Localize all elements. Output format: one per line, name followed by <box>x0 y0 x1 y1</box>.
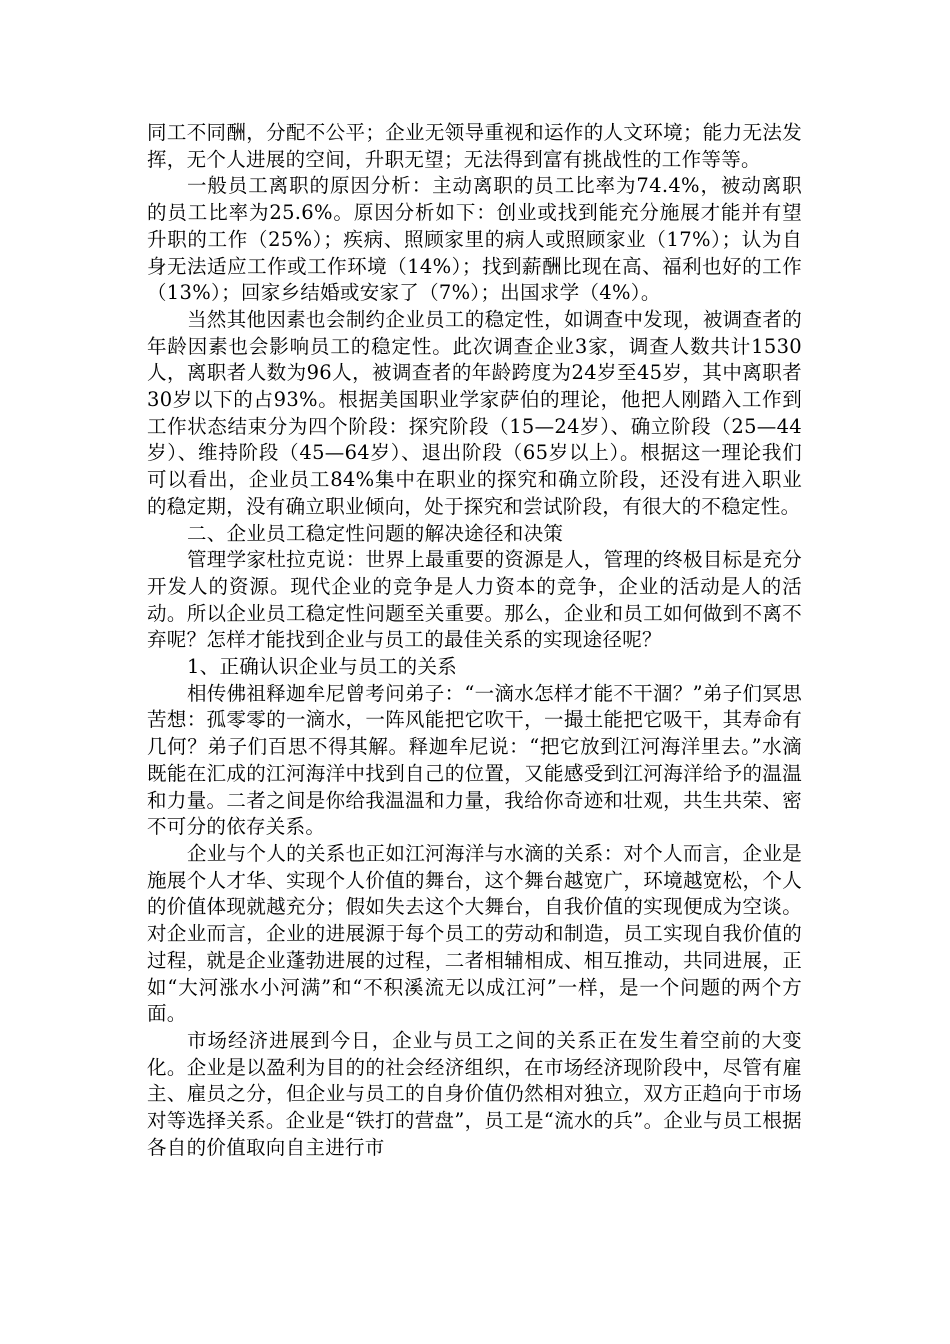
section-heading: 二、企业员工稳定性问题的解决途径和决策 <box>186 521 564 545</box>
paragraph-market-economy: 市场经济进展到今日，企业与员工之间的关系正在发生着空前的大变化。企业是以盈利为目的的社会经济组织，在市场经济现阶段中，尽管有雇主、雇员之分，但企业与员工的自身价值仍然相对独立，双方正趋向于市场对等选择关系。企业是“铁打的营盘”，员工是“流水的兵”。企业与员工根据各自的价值取向自主进行市 <box>147 1028 802 1159</box>
subsection-heading: 1、正确认识企业与员工的关系 <box>186 655 458 679</box>
paragraph-continuation: 同工不同酬，分配不公平；企业无领导重视和运作的人文环境；能力无法发挥，无个人进展的空间，升职无望；无法得到富有挑战性的工作等等。 <box>147 121 802 171</box>
paragraph-drucker: 管理学家杜拉克说：世界上最重要的资源是人，管理的终极目标是充分开发人的资源。现代企业的竞争是人力资本的竞争，企业的活动是人的活动。所以企业员工稳定性问题至关重要。那么，企业和员工如何做到不离不弃呢？怎样才能找到企业与员工的最佳关系的实现途径呢？ <box>147 548 802 652</box>
paragraph-turnover-reasons: 一般员工离职的原因分析：主动离职的员工比率为74.4%，被动离职的员工比率为25.6%。原因分析如下：创业或找到能充分施展才能并有望升职的工作（25%）；疾病、照顾家里的病人或照顾家业（17%）；认为自身无法适应工作或工作环境（14%）；找到薪酬比现在高、福利也好的工作（13%）；回家乡结婚或安家了（7%）；出国求学（4%）。 <box>147 174 802 305</box>
paragraph-buddha-story: 相传佛祖释迦牟尼曾考问弟子：“一滴水怎样才能不干涸？”弟子们冥思苦想：孤零零的一滴水，一阵风能把它吹干，一撮土能把它吸干，其寿命有几何？弟子们百思不得其解。释迦牟尼说：“把它放到江河海洋里去。”水滴既能在汇成的江河海洋中找到自己的位置，又能感受到江河海洋给予的温温和力量。二者之间是你给我温温和力量，我给你奇迹和壮观，共生共荣、密不可分的依存关系。 <box>147 681 802 839</box>
paragraph-enterprise-individual: 企业与个人的关系也正如江河海洋与水滴的关系：对个人而言，企业是施展个人才华、实现个人价值的舞台，这个舞台越宽广，环境越宽松，个人的价值体现就越充分；假如失去这个大舞台，自我价值的实现便成为空谈。对企业而言，企业的进展源于每个员工的劳动和制造，员工实现自我价值的过程，就是企业蓬勃进展的过程，二者相辅相成、相互推动，共同进展，正如“大河涨水小河满”和“不积溪流无以成江河”一样，是一个问题的两个方面。 <box>147 841 802 1026</box>
paragraph-age-factor: 当然其他因素也会制约企业员工的稳定性，如调查中发现，被调查者的年龄因素也会影响员工的稳定性。此次调查企业3家，调查人数共计1530人，离职者人数为96人，被调查者的年龄跨度为24岁至45岁，其中离职者30岁以下的占93%。根据美国职业学家萨伯的理论，他把人刚踏入工作到工作状态结束分为四个阶段：探究阶段（15—24岁）、确立阶段（25—44岁）、维持阶段（45—64岁）、退出阶段（65岁以上）。根据这一理论我们可以看出，企业员工84%集中在职业的探究和确立阶段，还没有进入职业的稳定期，没有确立职业倾向，处于探究和尝试阶段，有很大的不稳定性。 <box>147 307 802 518</box>
document-page <box>147 120 802 1161</box>
